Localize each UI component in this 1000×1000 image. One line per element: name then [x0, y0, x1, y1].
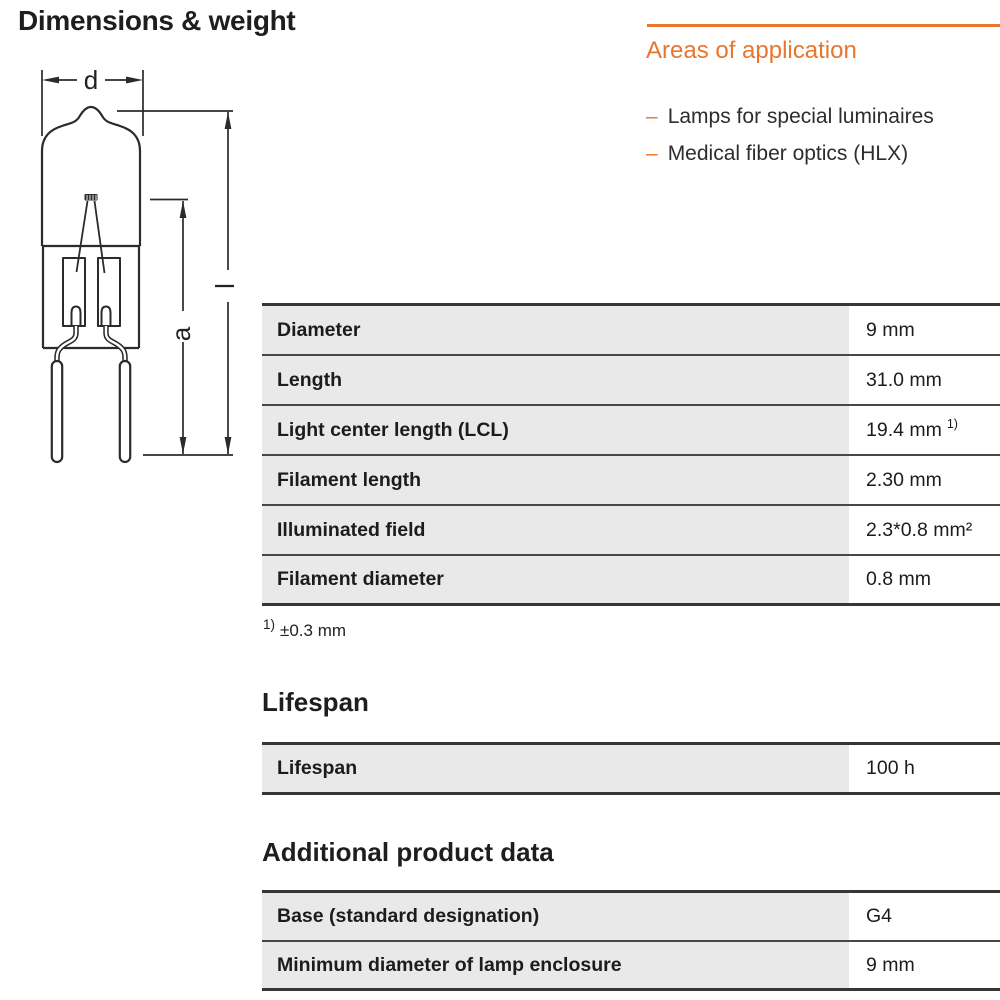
- row-value: 19.4 mm: [866, 418, 942, 441]
- lifespan-table: [262, 742, 1000, 795]
- application-item-label: Lamps for special luminaires: [667, 105, 934, 128]
- row-value: G4: [866, 905, 893, 927]
- table-row: [262, 942, 1000, 991]
- row-label: Filament length: [262, 456, 849, 504]
- row-value: 9 mm: [866, 318, 915, 341]
- application-item: [646, 98, 934, 135]
- row-value: 100 h: [866, 757, 915, 779]
- application-item-label: Medical fiber optics (HLX): [667, 142, 909, 165]
- row-value: 2.3*0.8 mm²: [866, 518, 973, 541]
- row-label: Filament diameter: [262, 556, 849, 603]
- lamp-technical-drawing: [0, 60, 260, 470]
- application-list: [646, 98, 934, 172]
- row-label: Diameter: [262, 306, 849, 354]
- pin-right: [120, 361, 130, 462]
- table-row: [262, 406, 1000, 456]
- row-label: Length: [262, 356, 849, 404]
- areas-of-application-title: Areas of application: [646, 37, 857, 64]
- application-item: [646, 135, 934, 172]
- row-value: 9 mm: [866, 953, 915, 976]
- bullet-dash: –: [646, 142, 658, 165]
- pin-left: [52, 361, 62, 462]
- table-row: [262, 506, 1000, 556]
- bulb-glass-outline: [42, 107, 140, 246]
- row-value: 0.8 mm: [866, 568, 932, 590]
- accent-rule: [647, 24, 1000, 27]
- table-row: [262, 306, 1000, 356]
- table-row: [262, 745, 1000, 795]
- row-value: 31.0 mm: [866, 368, 942, 391]
- section-title-additional: Additional product data: [262, 837, 554, 867]
- footnote-marker: 1): [263, 617, 276, 632]
- dimension-label-d: d: [83, 65, 99, 95]
- dimension-label-l: l: [210, 283, 240, 289]
- dimension-label-a: a: [166, 326, 196, 342]
- table-row: [262, 556, 1000, 606]
- row-value: 2.30 mm: [866, 468, 942, 491]
- row-label: Minimum diameter of lamp enclosure: [262, 942, 849, 988]
- filament-coil: [85, 194, 98, 201]
- row-label: Illuminated field: [262, 506, 849, 554]
- row-label: Lifespan: [262, 745, 849, 792]
- section-title-lifespan: Lifespan: [262, 687, 369, 717]
- footnote-marker: 1): [946, 417, 958, 431]
- row-label: Light center length (LCL): [262, 406, 849, 454]
- footnote-text: ±0.3 mm: [280, 621, 347, 640]
- dimensions-table: [262, 303, 1000, 606]
- dimension-d: [42, 65, 143, 136]
- bulb-base: [43, 246, 139, 348]
- page-title: Dimensions & weight: [18, 5, 296, 36]
- dimension-l: [117, 111, 240, 455]
- foil-left: [63, 258, 85, 326]
- bullet-dash: –: [646, 105, 658, 128]
- row-label: Base (standard designation): [262, 893, 849, 940]
- table-row: [262, 456, 1000, 506]
- additional-product-data-table: [262, 890, 1000, 991]
- table-row: [262, 356, 1000, 406]
- dimension-a: [150, 200, 196, 455]
- table-row: [262, 893, 1000, 942]
- footnote: [263, 617, 346, 641]
